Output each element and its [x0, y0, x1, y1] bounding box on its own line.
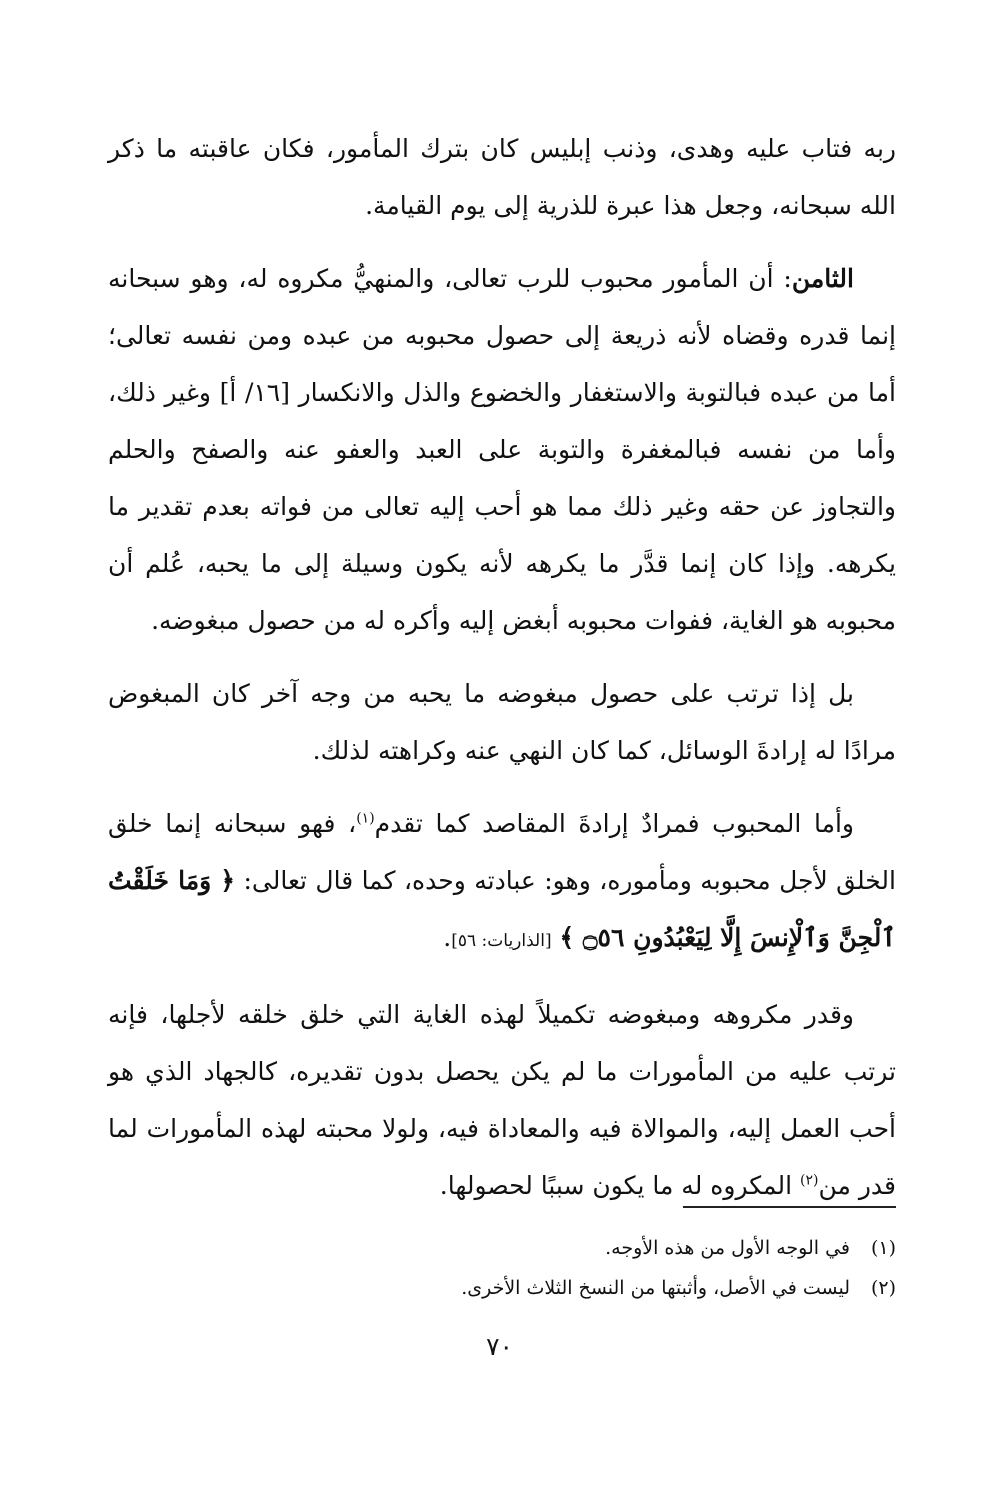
paragraph-1 — [108, 120, 896, 234]
paragraph-2-lead-word: الثامن — [791, 264, 854, 293]
paragraph-5-text-start: وقدر مكروهه ومبغوضه تكميلاً لهذه الغاية التي خلق خلقه لأجلها، فإنه ترتب عليه من المأمورات ما لم يكن يحصل بدون تقديره، كالجهاد الذي هو أحب العمل إليه، والموالاة فيه والمعاداة فيه، ولولا محبته لهذه المأمورات لما قدر من — [108, 1000, 896, 1200]
paragraph-2 — [108, 250, 896, 649]
footnote-2-number: (٢) — [870, 1277, 896, 1299]
quran-verse: ﴿ وَمَا خَلَقْتُ ٱلْجِنَّ وَٱلْإِنسَ إِلَّا لِيَعْبُدُونِ ۝٥٦ ﴾ — [108, 866, 896, 952]
paragraph-5 — [108, 986, 896, 1214]
verse-reference: [الذاريات: ٥٦] — [451, 931, 552, 951]
paragraph-4 — [108, 795, 896, 970]
main-text — [108, 120, 896, 1214]
paragraph-4-end: . — [443, 923, 452, 952]
footnote-divider — [683, 1206, 896, 1208]
footnote-marker-1: (١) — [356, 810, 375, 827]
paragraph-5-text-end: المكروه له ما يكون سببًا لحصولها. — [439, 1171, 801, 1200]
footnote-2-text: ليست في الأصل، وأثبتها من النسخ الثلاث الأخرى. — [461, 1277, 850, 1299]
page-number: ٧٠ — [486, 1332, 513, 1361]
paragraph-4-text-middle: ، فهو سبحانه إنما خلق الخلق لأجل محبوبه ومأموره، وهو: عبادته وحده، كما قال تعالى: — [108, 809, 896, 895]
paragraph-2-text: : أن المأمور محبوب للرب تعالى، والمنهيُّ مكروه له، وهو سبحانه إنما قدره وقضاه لأنه ذريعة إلى حصول محبوبه من عبده ومن نفسه تعالى؛ أما من عبده فبالتوبة والاستغفار والخضوع والذل والانكسار [١٦/ أ] وغير ذلك، وأما من نفسه فبالمغفرة والتوبة على العبد والعفو عنه والصفح والحلم والتجاوز عن حقه وغير ذلك مما هو أحب إليه تعالى من فواته بعدم تقدير ما يكرهه. وإذا كان إنما قدَّر ما يكرهه لأنه يكون وسيلة إلى ما يحبه، عُلم أن محبوبه هو الغاية، ففوات محبوبه أبغض إليه وأكره له من حصول مبغوضه. — [108, 264, 896, 635]
footnote-1 — [108, 1228, 896, 1268]
paragraph-3-text: بل إذا ترتب على حصول مبغوضه ما يحبه من وجه آخر كان المبغوض مرادًا له إرادةَ الوسائل، كما كان النهي عنه وكراهته لذلك. — [108, 679, 896, 765]
footnote-1-number: (١) — [870, 1237, 896, 1259]
paragraph-4-text-start: وأما المحبوب فمرادٌ إرادةَ المقاصد كما تقدم — [374, 809, 854, 838]
footnote-1-text: في الوجه الأول من هذه الأوجه. — [605, 1237, 850, 1259]
paragraph-3 — [108, 665, 896, 779]
footnote-2 — [108, 1268, 896, 1308]
paragraph-1-text: ربه فتاب عليه وهدى، وذنب إبليس كان بترك المأمور، فكان عاقبته ما ذكر الله سبحانه، وجعل هذا عبرة للذرية إلى يوم القيامة. — [108, 134, 896, 220]
footnotes — [108, 1228, 896, 1308]
footnote-marker-2: (٢) — [800, 1172, 819, 1189]
